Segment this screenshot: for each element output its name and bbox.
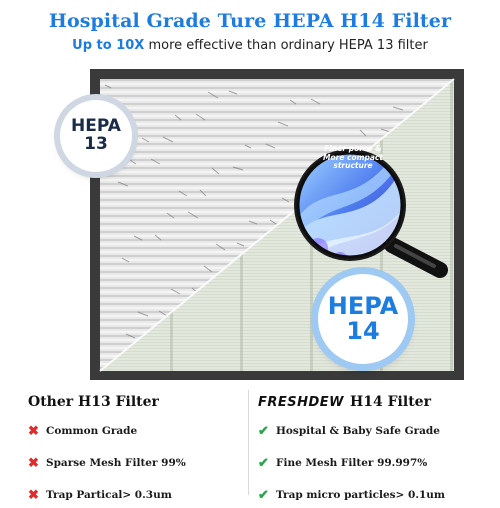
hepa14-badge-line1: HEPA <box>327 291 399 320</box>
freshdew-h14-heading-text: H14 Filter <box>350 394 431 410</box>
list-item <box>28 450 268 476</box>
page-subtitle <box>0 38 500 53</box>
green-check-icon: ✔ <box>258 423 269 439</box>
zoom-label: Finer pores & More compact structure <box>323 144 383 171</box>
page-title: Hospital Grade Ture HEPA H14 Filter <box>48 10 452 32</box>
list-item <box>258 418 498 444</box>
subtitle-highlight: Up to 10X <box>72 38 145 53</box>
other-h13-heading: Other H13 Filter <box>28 394 159 410</box>
green-check-icon: ✔ <box>258 487 269 503</box>
subtitle-text: more effective than ordinary HEPA 13 filter <box>144 38 428 53</box>
hepa14-badge-line2: 14 <box>346 317 380 345</box>
hepa13-badge-line1: HEPA <box>71 116 121 137</box>
list-item <box>258 482 498 508</box>
list-item-label: Sparse Mesh Filter 99% <box>46 457 186 469</box>
list-item-label: Hospital & Baby Safe Grade <box>276 425 440 437</box>
list-item <box>28 418 268 444</box>
other-h13-column <box>28 392 268 508</box>
green-check-icon: ✔ <box>258 455 269 471</box>
hepa13-badge <box>60 100 132 172</box>
red-cross-icon: ✖ <box>28 455 39 471</box>
list-item-label: Trap Partical> 0.3um <box>46 489 172 501</box>
red-cross-icon: ✖ <box>28 487 39 503</box>
list-item-label: Trap micro particles> 0.1um <box>276 489 446 501</box>
list-item-label: Fine Mesh Filter 99.997% <box>276 457 428 469</box>
freshdew-h14-column <box>258 392 498 508</box>
red-cross-icon: ✖ <box>28 423 39 439</box>
filter-illustration <box>0 55 500 380</box>
hepa13-badge-line2: 13 <box>84 134 108 154</box>
freshdew-h14-heading <box>258 392 498 412</box>
brand-logo: FRESHDEW <box>258 394 345 410</box>
hepa14-badge <box>318 274 408 364</box>
list-item <box>28 482 268 508</box>
list-item <box>258 450 498 476</box>
list-item-label: Common Grade <box>46 425 138 437</box>
